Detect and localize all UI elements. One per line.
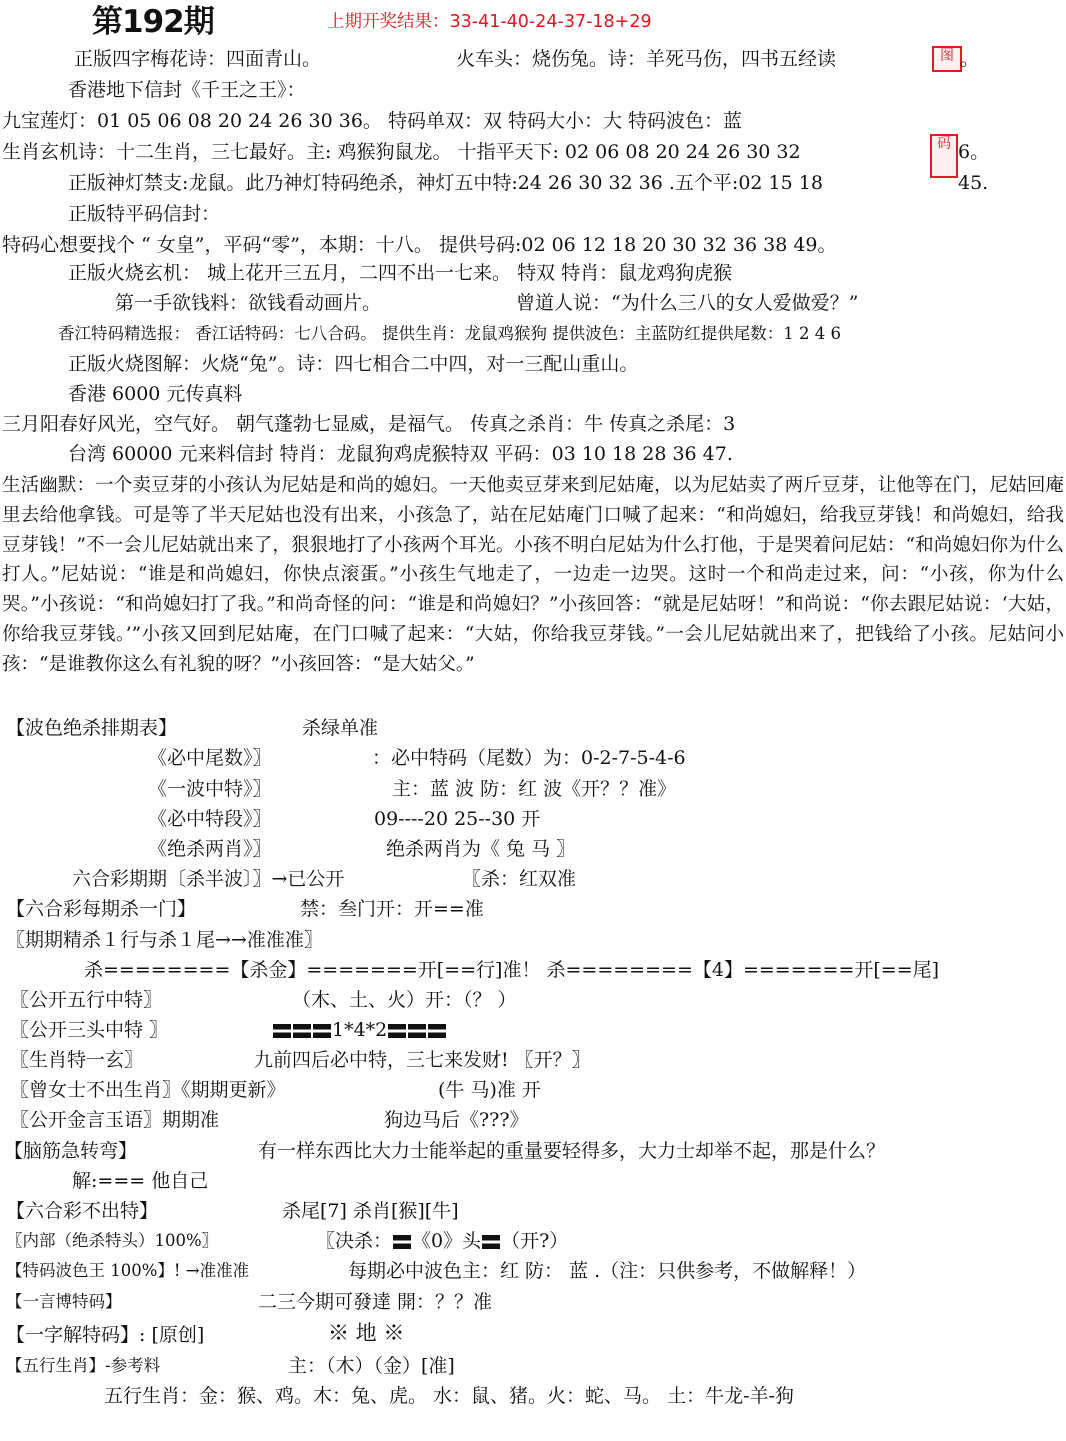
ms-zeng-value: (牛 马)准 开 <box>438 1079 541 1101</box>
bar-icon <box>313 1024 331 1038</box>
zeng-quote-line: 曾道人说：“为什么三八的女人爱做爱？” <box>516 292 859 314</box>
three-head-digits: 1*4*2 <box>332 1019 388 1041</box>
brain-teaser-label: 【脑筋急转弯】 <box>4 1140 138 1162</box>
decisive-kill-digit: 《0》头 <box>412 1230 482 1252</box>
first-hand-line: 第一手欲钱料：欲钱看动画片。 <box>115 292 382 314</box>
bar-icon <box>428 1024 446 1038</box>
bar-icon <box>293 1024 311 1038</box>
magic-lamp-line-end: 45. <box>958 172 989 194</box>
no-special-label: 【六合彩不出特】 <box>6 1200 159 1222</box>
kill-element-tail-line: 〖期期精杀１行与杀１尾→→准准准〗 <box>6 929 323 951</box>
five-element-value: （木、土、火）开：（？ ） <box>292 989 517 1011</box>
one-wave-label: 《一波中特》〗 <box>148 778 272 800</box>
one-word-bet-label: 【一言博特码】 <box>6 1292 122 1311</box>
one-wave-value: 主：蓝 波 防：红 波《开？？准》 <box>392 778 677 800</box>
bar-icon <box>273 1024 291 1038</box>
plum-poem-line: 正版四字梅花诗：四面青山。 <box>74 48 322 70</box>
bar-icon <box>408 1024 426 1038</box>
wave-king-value: 每期必中波色主：红 防： 蓝 .（注：只供参考，不做解释！） <box>348 1260 867 1282</box>
zodiac-poem-line-end: 6。 <box>958 141 990 163</box>
empress-line: 特码心想要找个 “ 女皇”，平码“零”，本期：十八。 提供号码:02 06 12 18 20 30 32 36 38 49。 <box>2 234 837 256</box>
five-zodiac-list: 五行生肖：金：猴、鸡。木：兔、虎。 水：鼠、猪。火：蛇、马。 土：牛龙-羊-狗 <box>104 1385 794 1407</box>
zodiac-poem-line: 生肖玄机诗：十二生肖，三七最好。主: 鸡猴狗鼠龙。 十指平天下: 02 06 08 20 24 26 30 32 <box>2 141 801 163</box>
red-stamp-icon: 图 <box>932 46 962 72</box>
zodiac-mystery-label: 〖生肖特一玄〗 <box>10 1049 144 1071</box>
internal-head-label: 〖内部（绝杀特头）100%〗 <box>6 1231 219 1250</box>
fire-riddle-line: 正版火烧玄机： 城上花开三五月，二四不出一七来。 特双 特肖：鼠龙鸡狗虎猴 <box>68 262 733 284</box>
wave-king-label: 【特码波色王 100%】! →准准准 <box>6 1261 250 1280</box>
brain-teaser-answer: 解:=== 他自己 <box>72 1170 209 1192</box>
humor-paragraph: 生活幽默：一个卖豆芽的小孩认为尼姑是和尚的媳妇。一天他卖豆芽来到尼姑庵，以为尼姑卖了两斤豆芽，让他等在门，尼姑回庵里去给他拿钱。可是等了半天尼姑也没有出来，小孩急了，站在尼姑庵门口喊了起来：“和尚媳妇，给我豆芽钱！和尚媳妇，给我豆芽钱！”不一会儿尼姑就出来了，狠狠地打了小孩两个耳光。小孩不明白尼姑为什么打他，于是哭着问尼姑：“和尚媳妇你为什么打人。”尼姑说：“谁是和尚媳妇，你快点滚蛋。”小孩生气地走了，一边走一边哭。这时一个和尚走过来，问：“小孩，你为什么哭。”小孩说：“和尚媳妇打了我。”和尚奇怪的问：“谁是和尚媳妇？”小孩回答：“就是尼姑呀！”和尚说：“你去跟尼姑说：‘大姑，你给我豆芽钱。’”小孩又回到尼姑庵，在门口喊了起来：“大姑，你给我豆芽钱。”一会儿尼姑就出来了，把钱给了小孩。尼姑问小孩：“是谁教你这么有礼貌的呀？”小孩回答：“是大姑父。” <box>2 475 1064 675</box>
last-result <box>327 8 652 33</box>
red-seal-icon: 码 <box>930 134 958 178</box>
three-head-value <box>272 1017 447 1043</box>
segment-label: 《必中特段》〗 <box>148 808 272 830</box>
one-word-bet-value: 二三今期可發達 開：？？准 <box>258 1291 493 1313</box>
train-head-line: 火车头：烧伤兔。诗：羊死马伤，四书五经读 <box>456 48 837 70</box>
line-end-punct: 。 <box>960 48 980 70</box>
lotus-lamp-line: 九宝莲灯：01 05 06 08 20 24 26 30 36。 特码单双：双 特码大小：大 特码波色：蓝 <box>2 110 743 132</box>
five-element-label: 〖公开五行中特〗 <box>10 989 163 1011</box>
ms-zeng-label: 〖曾女士不出生肖〗《期期更新》 <box>10 1079 286 1101</box>
three-head-label: 〖公开三头中特 〗 <box>10 1019 169 1041</box>
half-wave-value: 〖杀：红双准 <box>462 868 577 890</box>
tail-value: ：必中特码（尾数）为：0-2-7-5-4-6 <box>372 747 686 769</box>
decisive-kill-label: 〖决杀： <box>316 1230 393 1252</box>
kill-gold-line: 杀========【杀金】=======开[==行]准！ 杀========【4】=======开[==尾] <box>84 959 940 981</box>
last-result-label: 上期开奖结果： <box>327 12 450 32</box>
five-zodiac-label: 【五行生肖】-参考料 <box>6 1356 161 1375</box>
special-envelope-line: 正版特平码信封： <box>68 203 221 225</box>
half-wave-label: 六合彩期期〔杀半波〕〗→已公开 <box>72 868 345 890</box>
kill-two-value: 绝杀两肖为《 兔 马 〗 <box>386 838 576 860</box>
taiwan-line: 台湾 60000 元来料信封 特肖：龙鼠狗鸡虎猴特双 平码：03 10 18 28 36 47. <box>68 443 733 465</box>
kill-two-label: 《绝杀两肖》〗 <box>148 838 272 860</box>
five-zodiac-value: 主：（木）（金）[准] <box>288 1355 455 1377</box>
golden-words-label: 〖公开金言玉语〗期期准 <box>10 1109 220 1131</box>
brain-teaser-question: 有一样东西比大力士能举起的重量要轻得多，大力士却举不起，那是什么？ <box>258 1140 886 1162</box>
spring-line: 三月阳春好风光，空气好。 朝气蓬勃七显威，是福气。 传真之杀肖：牛 传真之杀尾：3 <box>2 413 736 435</box>
issue-title: 第192期 <box>92 4 214 40</box>
magic-lamp-line: 正版神灯禁支:龙鼠。此乃神灯特码绝杀，神灯五中特:24 26 30 32 36 .五个平:02 15 18 <box>68 172 823 194</box>
hk-envelope-line: 香港地下信封《千王之王》： <box>68 79 306 101</box>
wave-table-heading: 【波色绝杀排期表】 <box>6 717 178 739</box>
last-result-numbers: 33-41-40-24-37-18+29 <box>449 12 652 32</box>
wave-table-value: 杀绿单准 <box>302 717 379 739</box>
bar-icon <box>393 1235 411 1249</box>
no-special-value: 杀尾[7] 杀肖[猴][牛] <box>282 1200 459 1222</box>
one-char-value: ※ 地 ※ <box>328 1321 405 1345</box>
one-char-label: 【一字解特码】: [原创] <box>6 1324 205 1346</box>
internal-head-value <box>316 1228 568 1254</box>
tail-label: 《必中尾数》〗 <box>148 747 272 769</box>
kill-door-value: 禁：叁门开：开==准 <box>300 898 484 920</box>
fire-diagram-line: 正版火烧图解：火烧“兔”。诗：四七相合二中四，对一三配山重山。 <box>68 353 639 375</box>
bar-icon <box>482 1235 500 1249</box>
segment-value: 09----20 25--30 开 <box>374 808 541 830</box>
golden-words-value: 狗边马后《???》 <box>384 1109 529 1131</box>
bar-icon <box>388 1024 406 1038</box>
zodiac-mystery-value: 九前四后必中特，三七来发财! 〖开？〗 <box>254 1049 591 1071</box>
xiangjiang-line: 香江特码精选报： 香江话特码：七八合码。 提供生肖：龙鼠鸡猴狗 提供波色：主蓝防红提供尾数：1 2 4 6 <box>58 324 841 343</box>
kill-door-label: 【六合彩每期杀一门】 <box>6 898 197 920</box>
hk-fax-line: 香港 6000 元传真料 <box>68 383 243 405</box>
decisive-kill-open: （开?） <box>501 1230 569 1252</box>
